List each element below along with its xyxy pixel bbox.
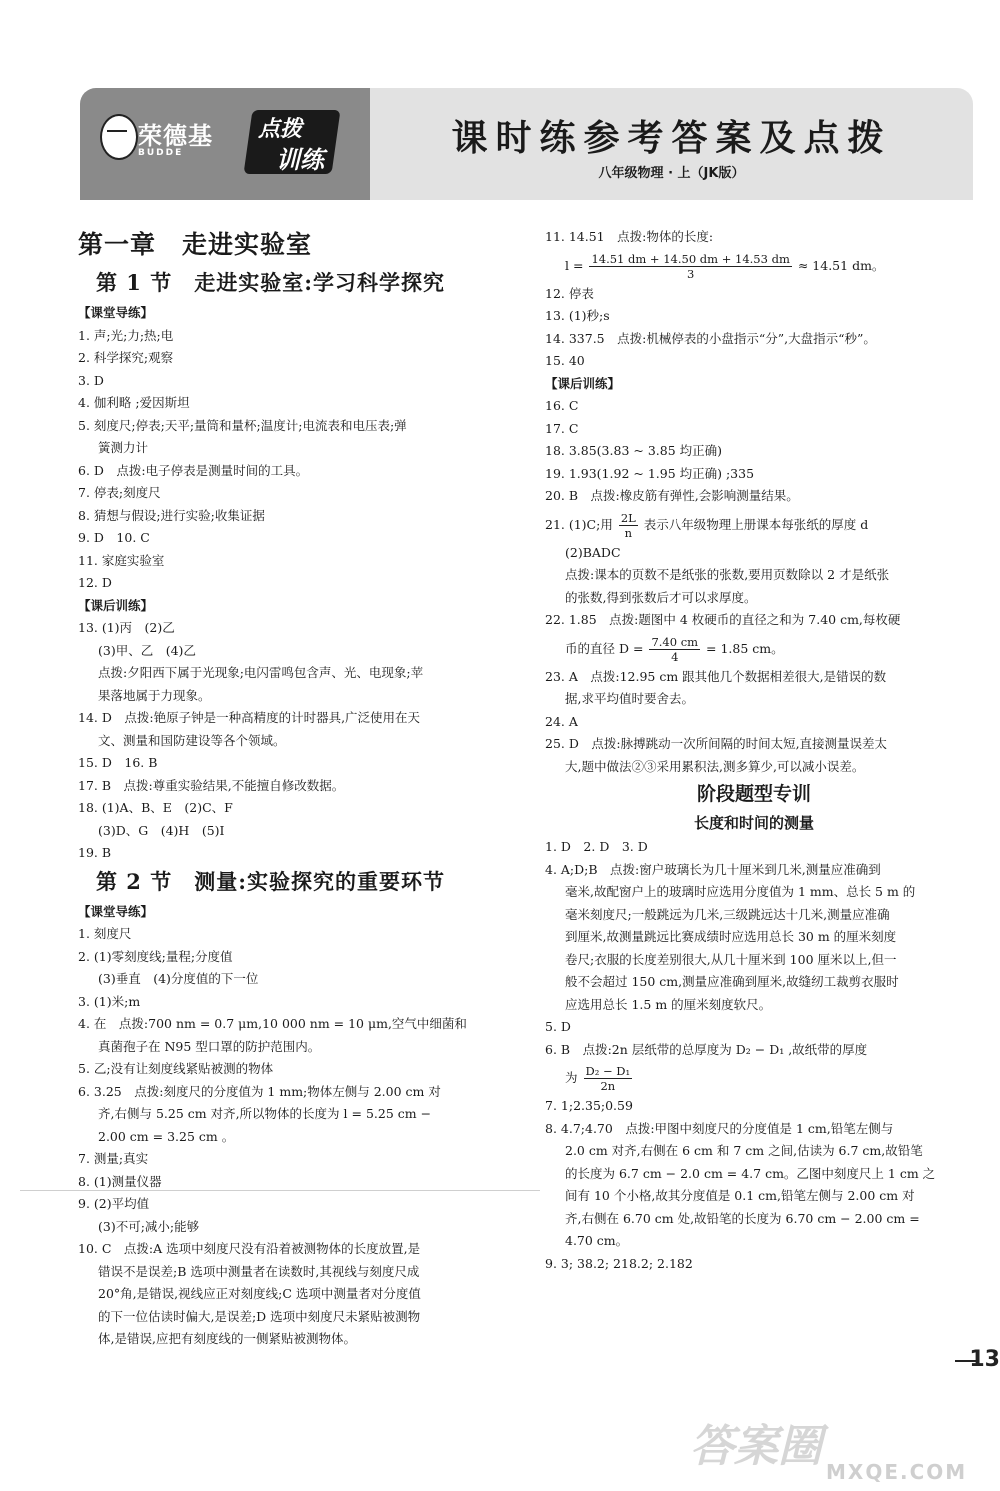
fraction-numerator: D₂ − D₁ [585, 1064, 631, 1078]
answer-line: 5. D [545, 1019, 571, 1034]
answer-line: 15. D 16. B [78, 755, 158, 770]
fraction-numerator: 7.40 cm [651, 634, 699, 649]
answer-line: 的张数,得到张数后才可以求厚度。 [565, 589, 757, 605]
series-label-1: 点拨 [258, 117, 303, 142]
answer-line: 据,求平均值时要舍去。 [565, 691, 694, 706]
answer-line: 2.0 cm 对齐,右侧在 6 cm 和 7 cm 之间,估读为 6.7 cm,故铅笔 [565, 1143, 923, 1158]
right-column [545, 226, 963, 1275]
answer-line: 11. 14.51 点拨:物体的长度: [545, 229, 714, 244]
answer-line: 19. B [78, 845, 112, 860]
answer-line: 大,题中做法②③采用累积法,测多算少,可以减小误差。 [565, 758, 865, 774]
fraction-denominator: n [624, 525, 633, 540]
section-tag: 【课堂导练】 [78, 903, 154, 919]
answer-line: 15. 40 [545, 353, 585, 368]
answer-line: 12. D [78, 575, 112, 590]
answer-line: 11. 家庭实验室 [78, 552, 165, 568]
answer-line: (2)BADC [565, 544, 621, 560]
answer-line: 2. (1)零刻度线;量程;分度值 [78, 948, 233, 964]
answer-line: 4. 在 点拨:700 nm = 0.7 μm,10 000 nm = 10 μm,空气中细菌和 [78, 1016, 467, 1031]
page-number: 13 [969, 1347, 1000, 1372]
answer-line: 25. D 点拨:脉搏跳动一次所间隔的时间太短,直接测量误差太 [545, 736, 888, 751]
stage-subtitle: 长度和时间的测量 [693, 814, 814, 832]
answer-line: (3)不可;减小;能够 [98, 1218, 200, 1234]
answer-line: 9. D 10. C [78, 530, 150, 545]
answer-line: 14. 337.5 点拨:机械停表的小盘指示“分”,大盘指示“秒”。 [545, 330, 876, 346]
answer-line: 17. C [545, 420, 579, 436]
answer-line: 齐,右侧与 5.25 cm 对齐,所以物体的长度为 l = 5.25 cm − [98, 1106, 432, 1121]
answer-line: (3)垂直 (4)分度值的下一位 [98, 971, 259, 986]
answer-line: 间有 10 个小格,故其分度值是 0.1 cm,铅笔左侧与 2.00 cm 对 [565, 1188, 915, 1203]
fraction-denominator: 2n [600, 1079, 616, 1093]
answer-line: 7. 测量;真实 [78, 1151, 149, 1166]
answer-line: 22. 1.85 点拨:题图中 4 枚硬币的直径之和为 7.40 cm,每枚硬 [545, 612, 901, 627]
answer-line: 5. 乙;没有让刻度线紧贴被测的物体 [78, 1061, 274, 1076]
stage-title: 阶段题型专训 [696, 783, 811, 805]
answer-line: 8. (1)测量仪器 [78, 1173, 162, 1189]
answer-line: 23. A 点拨:12.95 cm 跟其他几个数据相差很大,是错误的数 [545, 668, 887, 684]
answer-line: 20. B 点拨:橡皮筋有弹性,会影响测量结果。 [545, 488, 799, 503]
fraction [649, 635, 700, 664]
answer-line: 真菌孢子在 N95 型口罩的防护范围内。 [98, 1038, 321, 1054]
formula-line [545, 508, 963, 542]
header-title-panel [370, 88, 973, 200]
answer-line: 19. 1.93(1.92 ~ 1.95 均正确) ;335 [545, 465, 755, 481]
formula-line [545, 1061, 963, 1095]
answer-line: 毫米,故配窗户上的玻璃时应选用分度值为 1 mm、总长 5 m 的 [565, 884, 916, 899]
answer-line: 体,是错误,应把有刻度线的一侧紧贴被测物体。 [98, 1331, 356, 1346]
formula-line [545, 632, 963, 666]
formula-line [545, 249, 963, 283]
answer-line: 13. (1)丙 (2)乙 [78, 620, 175, 635]
answer-line: 4. 伽利略 ;爱因斯坦 [78, 395, 190, 410]
answer-line: 6. 3.25 点拨:刻度尺的分度值为 1 mm;物体左侧与 2.00 cm 对 [78, 1083, 441, 1099]
answer-line: 18. (1)A、B、E (2)C、F [78, 800, 233, 815]
answer-line: 10. C 点拨:A 选项中刻度尺没有沿着被测物体的长度放置,是 [78, 1241, 421, 1256]
chapter-title: 第一章 走进实验室 [78, 230, 313, 259]
formula-prefix: 币的直径 D = [565, 640, 644, 656]
page-title: 课时练参考答案及点拨 [451, 117, 892, 159]
fraction-numerator: 2L [620, 510, 636, 525]
answer-line: 卷尺;衣服的长度差别很大,从几十厘米到 100 厘米以上,但一 [565, 951, 897, 967]
section-tag: 【课堂导练】 [78, 305, 154, 320]
answer-line: 般不会超过 150 cm,测量应准确到厘米,故缝纫工裁剪衣服时 [565, 974, 899, 989]
formula-suffix: = 1.85 cm。 [706, 640, 784, 656]
answer-line: 的长度为 6.7 cm − 2.0 cm = 4.7 cm。乙图中刻度尺上 1 cm 之 [565, 1165, 936, 1181]
answer-line: 2.00 cm = 3.25 cm 。 [98, 1128, 235, 1144]
answer-line: 果落地属于力现象。 [98, 687, 211, 703]
left-column [78, 226, 508, 1351]
watermark: 答案圈 [690, 1421, 822, 1472]
answer-line: 到厘米,故测量跳远比赛成绩时应选用总长 30 m 的厘米刻度 [565, 929, 897, 944]
answer-line: 应选用总长 1.5 m 的厘米刻度软尺。 [565, 996, 772, 1012]
formula-lhs: l = [565, 257, 584, 273]
answer-line: 1. D 2. D 3. D [545, 839, 648, 854]
formula-prefix: 为 [565, 1070, 578, 1085]
brand-mascot-icon [100, 114, 138, 160]
watermark-url: MXQE.COM [826, 1460, 968, 1484]
page-header [80, 88, 973, 200]
page-subtitle: 八年级物理 · 上（JK版） [598, 166, 745, 181]
answer-line: 12. 停表 [545, 285, 594, 301]
section-tag: 【课后训练】 [78, 597, 154, 613]
answer-line: 17. B 点拨:尊重实验结果,不能擅自修改数据。 [78, 777, 345, 793]
series-label-2: 训练 [276, 146, 324, 174]
answer-line: 1. 刻度尺 [78, 926, 132, 941]
answer-line: 7. 停表;刻度尺 [78, 485, 161, 500]
fraction-numerator: 14.51 dm + 14.50 dm + 14.53 dm [591, 251, 790, 266]
answer-line: 4.70 cm。 [565, 1233, 629, 1248]
answer-line: (3)甲、乙 (4)乙 [98, 642, 196, 658]
brand-name: 荣德基 [138, 122, 213, 150]
answer-line: 簧测力计 [98, 440, 149, 455]
fraction [584, 1064, 633, 1093]
answer-line: 6. B 点拨:2n 层纸带的总厚度为 D₂ − D₁ ,故纸带的厚度 [545, 1041, 868, 1057]
answer-line: 8. 4.7;4.70 点拨:甲图中刻度尺的分度值是 1 cm,铅笔左侧与 [545, 1120, 894, 1136]
header-brand-panel [80, 88, 370, 200]
divider [20, 1190, 540, 1191]
answer-line: 8. 猜想与假设;进行实验;收集证据 [78, 507, 265, 523]
formula-suffix: 表示八年级物理上册课本每张纸的厚度 d [643, 516, 869, 532]
section-title-1: 第 1 节 走进实验室:学习科学探究 [96, 270, 445, 295]
answer-line: 点拨:课本的页数不是纸张的张数,要用页数除以 2 才是纸张 [565, 567, 890, 582]
answer-line: 2. 科学探究;观察 [78, 350, 174, 365]
answer-line: 18. 3.85(3.83 ~ 3.85 均正确) [545, 443, 722, 458]
formula-prefix: 21. (1)C;用 [545, 516, 613, 532]
answer-line: 点拨:夕阳西下属于光现象;电闪雷鸣包含声、光、电现象;苹 [98, 665, 424, 680]
answer-line: 4. A;D;B 点拨:窗户玻璃长为几十厘米到几米,测量应准确到 [545, 861, 881, 877]
answer-line: 24. A [545, 713, 578, 729]
answer-line: 6. D 点拨:电子停表是测量时间的工具。 [78, 462, 309, 478]
answer-line: 13. (1)秒;s [545, 308, 610, 323]
fraction-denominator: 3 [686, 266, 695, 281]
header-arrow [352, 118, 370, 170]
fraction [619, 511, 638, 540]
formula-result: ≈ 14.51 dm。 [797, 257, 885, 273]
answer-line: 3. D [78, 372, 104, 388]
answer-line: 文、测量和国防建设等各个领域。 [98, 732, 286, 748]
fraction-denominator: 4 [671, 649, 679, 664]
answer-line: 7. 1;2.35;0.59 [545, 1098, 633, 1113]
answer-line: 14. D 点拨:铯原子钟是一种高精度的计时器具,广泛使用在天 [78, 710, 421, 725]
answer-line: 5. 刻度尺;停表;天平;量筒和量杯;温度计;电流表和电压表;弹 [78, 417, 407, 433]
answer-line: 的下一位估读时偏大,是误差;D 选项中刻度尺未紧贴被测物 [98, 1308, 421, 1324]
answer-line: 20°角,是错误,视线应正对刻度线;C 选项中测量者对分度值 [98, 1286, 421, 1301]
section-title-2: 第 2 节 测量:实验探究的重要环节 [96, 868, 445, 894]
brand-sub: BUDDE [138, 148, 184, 158]
answer-line: 3. (1)米;m [78, 993, 141, 1009]
answer-line: 9. (2)平均值 [78, 1196, 150, 1211]
answer-line: 9. 3; 38.2; 218.2; 2.182 [545, 1255, 693, 1271]
section-tag: 【课后训练】 [545, 375, 621, 391]
answer-line: 齐,右侧在 6.70 cm 处,故铅笔的长度为 6.70 cm − 2.00 cm = [565, 1210, 920, 1226]
answer-line: 1. 声;光;力;热;电 [78, 327, 174, 343]
answer-line: (3)D、G (4)H (5)I [98, 822, 225, 838]
fraction [589, 252, 791, 281]
answer-line: 毫米刻度尺;一般跳远为几米,三级跳远达十几米,测量应准确 [565, 906, 890, 922]
answer-line: 16. C [545, 398, 579, 413]
answer-line: 错误不是误差;B 选项中测量者在读数时,其视线与刻度尺成 [98, 1263, 420, 1279]
